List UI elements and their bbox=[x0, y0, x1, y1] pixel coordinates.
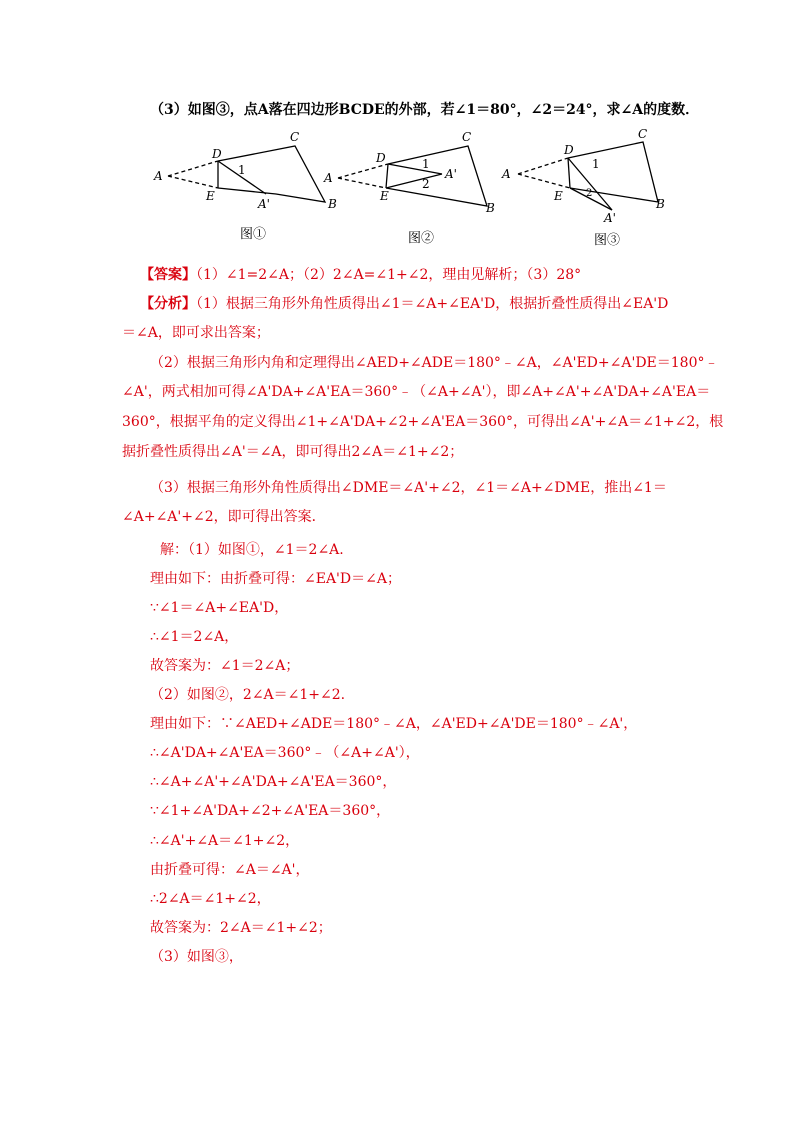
analysis-line-7: ∠A+∠A'+∠2，即可得出答案． bbox=[122, 509, 326, 525]
fig3-label-b: B bbox=[656, 197, 665, 211]
solution-line-14: （3）如图③， bbox=[150, 949, 243, 965]
fig3-label-e: E bbox=[554, 189, 563, 203]
solution-line-10: ∴∠A'+∠A＝∠1+∠2， bbox=[150, 833, 300, 849]
solution-line-2: ∵∠1＝∠A+∠EA'D， bbox=[150, 600, 289, 616]
fig2-label-d: D bbox=[376, 151, 386, 165]
answer-tag: 【答案】 bbox=[140, 267, 196, 283]
figure-row bbox=[140, 126, 680, 256]
solution-line-9: ∵∠1+∠A'DA+∠2+∠A'EA＝360°， bbox=[150, 803, 391, 819]
solution-line-3: ∴∠1＝2∠A， bbox=[150, 629, 239, 645]
solution-line-13: 故答案为：2∠A＝∠1+∠2； bbox=[150, 920, 332, 936]
fig2-label-a: A bbox=[324, 171, 333, 185]
solution-line-6: 理由如下：∵∠AED+∠ADE＝180°﹣∠A，∠A'ED+∠A'DE＝180°﹣∠A'， bbox=[150, 716, 638, 732]
analysis-line-4: 360°，根据平角的定义得出∠1+∠A'DA+∠2+∠A'EA＝360°，可得出∠A'+∠A＝∠1+∠2，根 bbox=[122, 414, 724, 430]
fig1-label-a-prime: A' bbox=[258, 197, 270, 211]
solution-line-11: 由折叠可得：∠A＝∠A'， bbox=[150, 862, 310, 878]
fig3-label-a-prime: A' bbox=[604, 211, 616, 225]
fig2-label-a-prime: A' bbox=[445, 167, 457, 181]
question-text: （3）如图③，点A落在四边形BCDE的外部，若∠1＝80°，∠2＝24°，求∠A的度数． bbox=[150, 102, 700, 118]
figure-1-caption: 图① bbox=[240, 227, 267, 242]
fig1-label-a: A bbox=[154, 169, 163, 183]
fig1-label-e: E bbox=[206, 189, 215, 203]
solution-line-12: ∴2∠A＝∠1+∠2， bbox=[150, 891, 271, 907]
geometry-figures bbox=[140, 126, 680, 256]
fig3-label-2: 2 bbox=[586, 188, 593, 199]
analysis-line-3: ∠A'，两式相加可得∠A'DA+∠A'EA＝360°﹣（∠A+∠A'），即∠A+∠A'+∠A'DA+∠A'EA＝ bbox=[122, 384, 711, 400]
figure-3 bbox=[518, 142, 658, 210]
figure-2-caption: 图② bbox=[408, 231, 435, 246]
solution-line-4: 故答案为：∠1＝2∠A； bbox=[150, 658, 300, 674]
solution-line-7: ∴∠A'DA+∠A'EA＝360°﹣（∠A+∠A'）， bbox=[150, 745, 420, 761]
solution-line-8: ∴∠A+∠A'+∠A'DA+∠A'EA＝360°， bbox=[150, 774, 397, 790]
analysis-line-0 bbox=[140, 295, 668, 313]
fig2-label-b: B bbox=[486, 201, 495, 215]
fig1-label-d: D bbox=[212, 147, 222, 161]
answer-line bbox=[140, 266, 581, 284]
figure-1 bbox=[168, 146, 325, 202]
fig2-label-c: C bbox=[462, 130, 472, 144]
fig3-label-a: A bbox=[502, 167, 511, 181]
fig3-label-c: C bbox=[638, 127, 648, 141]
analysis-line-5: 据折叠性质得出∠A'＝∠A，即可得出2∠A＝∠1+∠2； bbox=[122, 444, 464, 460]
fig2-label-1: 1 bbox=[422, 157, 430, 171]
answer-text: （1）∠1=2∠A；（2）2∠A=∠1+∠2，理由见解析；（3）28° bbox=[196, 267, 582, 283]
solution-line-1: 理由如下：由折叠可得：∠EA'D＝∠A； bbox=[150, 571, 401, 587]
fig3-label-1: 1 bbox=[592, 157, 600, 171]
analysis-line-1: ＝∠A，即可求出答案； bbox=[122, 325, 270, 341]
figure-3-caption: 图③ bbox=[594, 233, 621, 248]
analysis-line-2: （2）根据三角形内角和定理得出∠AED+∠ADE＝180°﹣∠A，∠A'ED+∠A'DE＝180°﹣ bbox=[150, 355, 719, 371]
analysis-tag: 【分析】 bbox=[140, 296, 196, 312]
fig1-label-1: 1 bbox=[238, 163, 246, 177]
solution-line-5: （2）如图②，2∠A＝∠1+∠2. bbox=[150, 687, 346, 703]
figure-2 bbox=[338, 146, 487, 206]
analysis-line-6: （3）根据三角形外角性质得出∠DME＝∠A'+∠2，∠1＝∠A+∠DME，推出∠1＝ bbox=[150, 480, 667, 496]
fig2-label-2: 2 bbox=[422, 177, 430, 191]
fig3-label-d: D bbox=[564, 143, 574, 157]
fig1-label-c: C bbox=[290, 130, 300, 144]
fig2-label-e: E bbox=[380, 189, 389, 203]
analysis-text-0: （1）根据三角形外角性质得出∠1＝∠A+∠EA'D，根据折叠性质得出∠EA'D bbox=[196, 296, 669, 312]
fig1-label-b: B bbox=[328, 197, 337, 211]
solution-line-0: 解：（1）如图①，∠1＝2∠A. bbox=[160, 542, 344, 558]
